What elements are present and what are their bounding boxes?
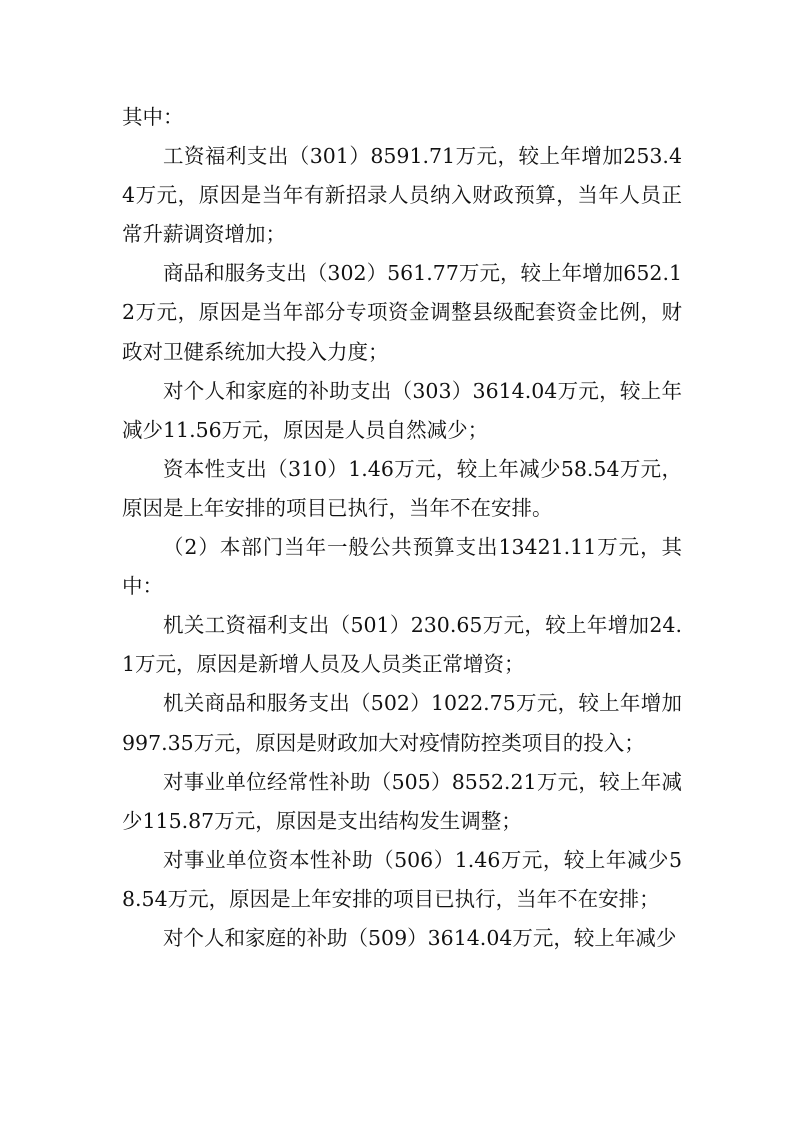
document-body xyxy=(122,98,682,958)
paragraph-agency-salary: 机关工资福利支出（501）230.65万元，较上年增加24.1万元，原因是新增人员及人员类正常增资； xyxy=(122,613,682,677)
paragraph-personal-subsidy: 对个人和家庭的补助支出（303）3614.04万元，较上年减少11.56万元，原因是人员自然减少； xyxy=(122,378,682,442)
paragraph-household-subsidy: 对个人和家庭的补助（509）3614.04万元，较上年减少 xyxy=(163,925,677,950)
paragraph-goods-services: 商品和服务支出（302）561.77万元，较上年增加652.12万元，原因是当年部分专项资金调整县级配套资金比例，财政对卫健系统加大投入力度； xyxy=(122,261,682,364)
paragraph-salary-welfare: 工资福利支出（301）8591.71万元，较上年增加253.44万元，原因是当年有新招录人员纳入财政预算，当年人员正常升薪调资增加； xyxy=(122,144,682,247)
paragraph-institution-capital: 对事业单位资本性补助（506）1.46万元，较上年减少58.54万元，原因是上年安排的项目已执行，当年不在安排； xyxy=(122,847,682,911)
paragraph-agency-goods: 机关商品和服务支出（502）1022.75万元，较上年增加997.35万元，原因是财政加大对疫情防控类项目的投入； xyxy=(122,691,682,755)
paragraph-capital-expense: 资本性支出（310）1.46万元，较上年减少58.54万元，原因是上年安排的项目已执行，当年不在安排。 xyxy=(122,456,682,520)
paragraph-budget-summary: （2）本部门当年一般公共预算支出13421.11万元，其中： xyxy=(122,535,682,599)
paragraph-heading: 其中： xyxy=(122,105,184,129)
paragraph-institution-regular: 对事业单位经常性补助（505）8552.21万元，较上年减少115.87万元，原因是支出结构发生调整； xyxy=(122,769,682,833)
